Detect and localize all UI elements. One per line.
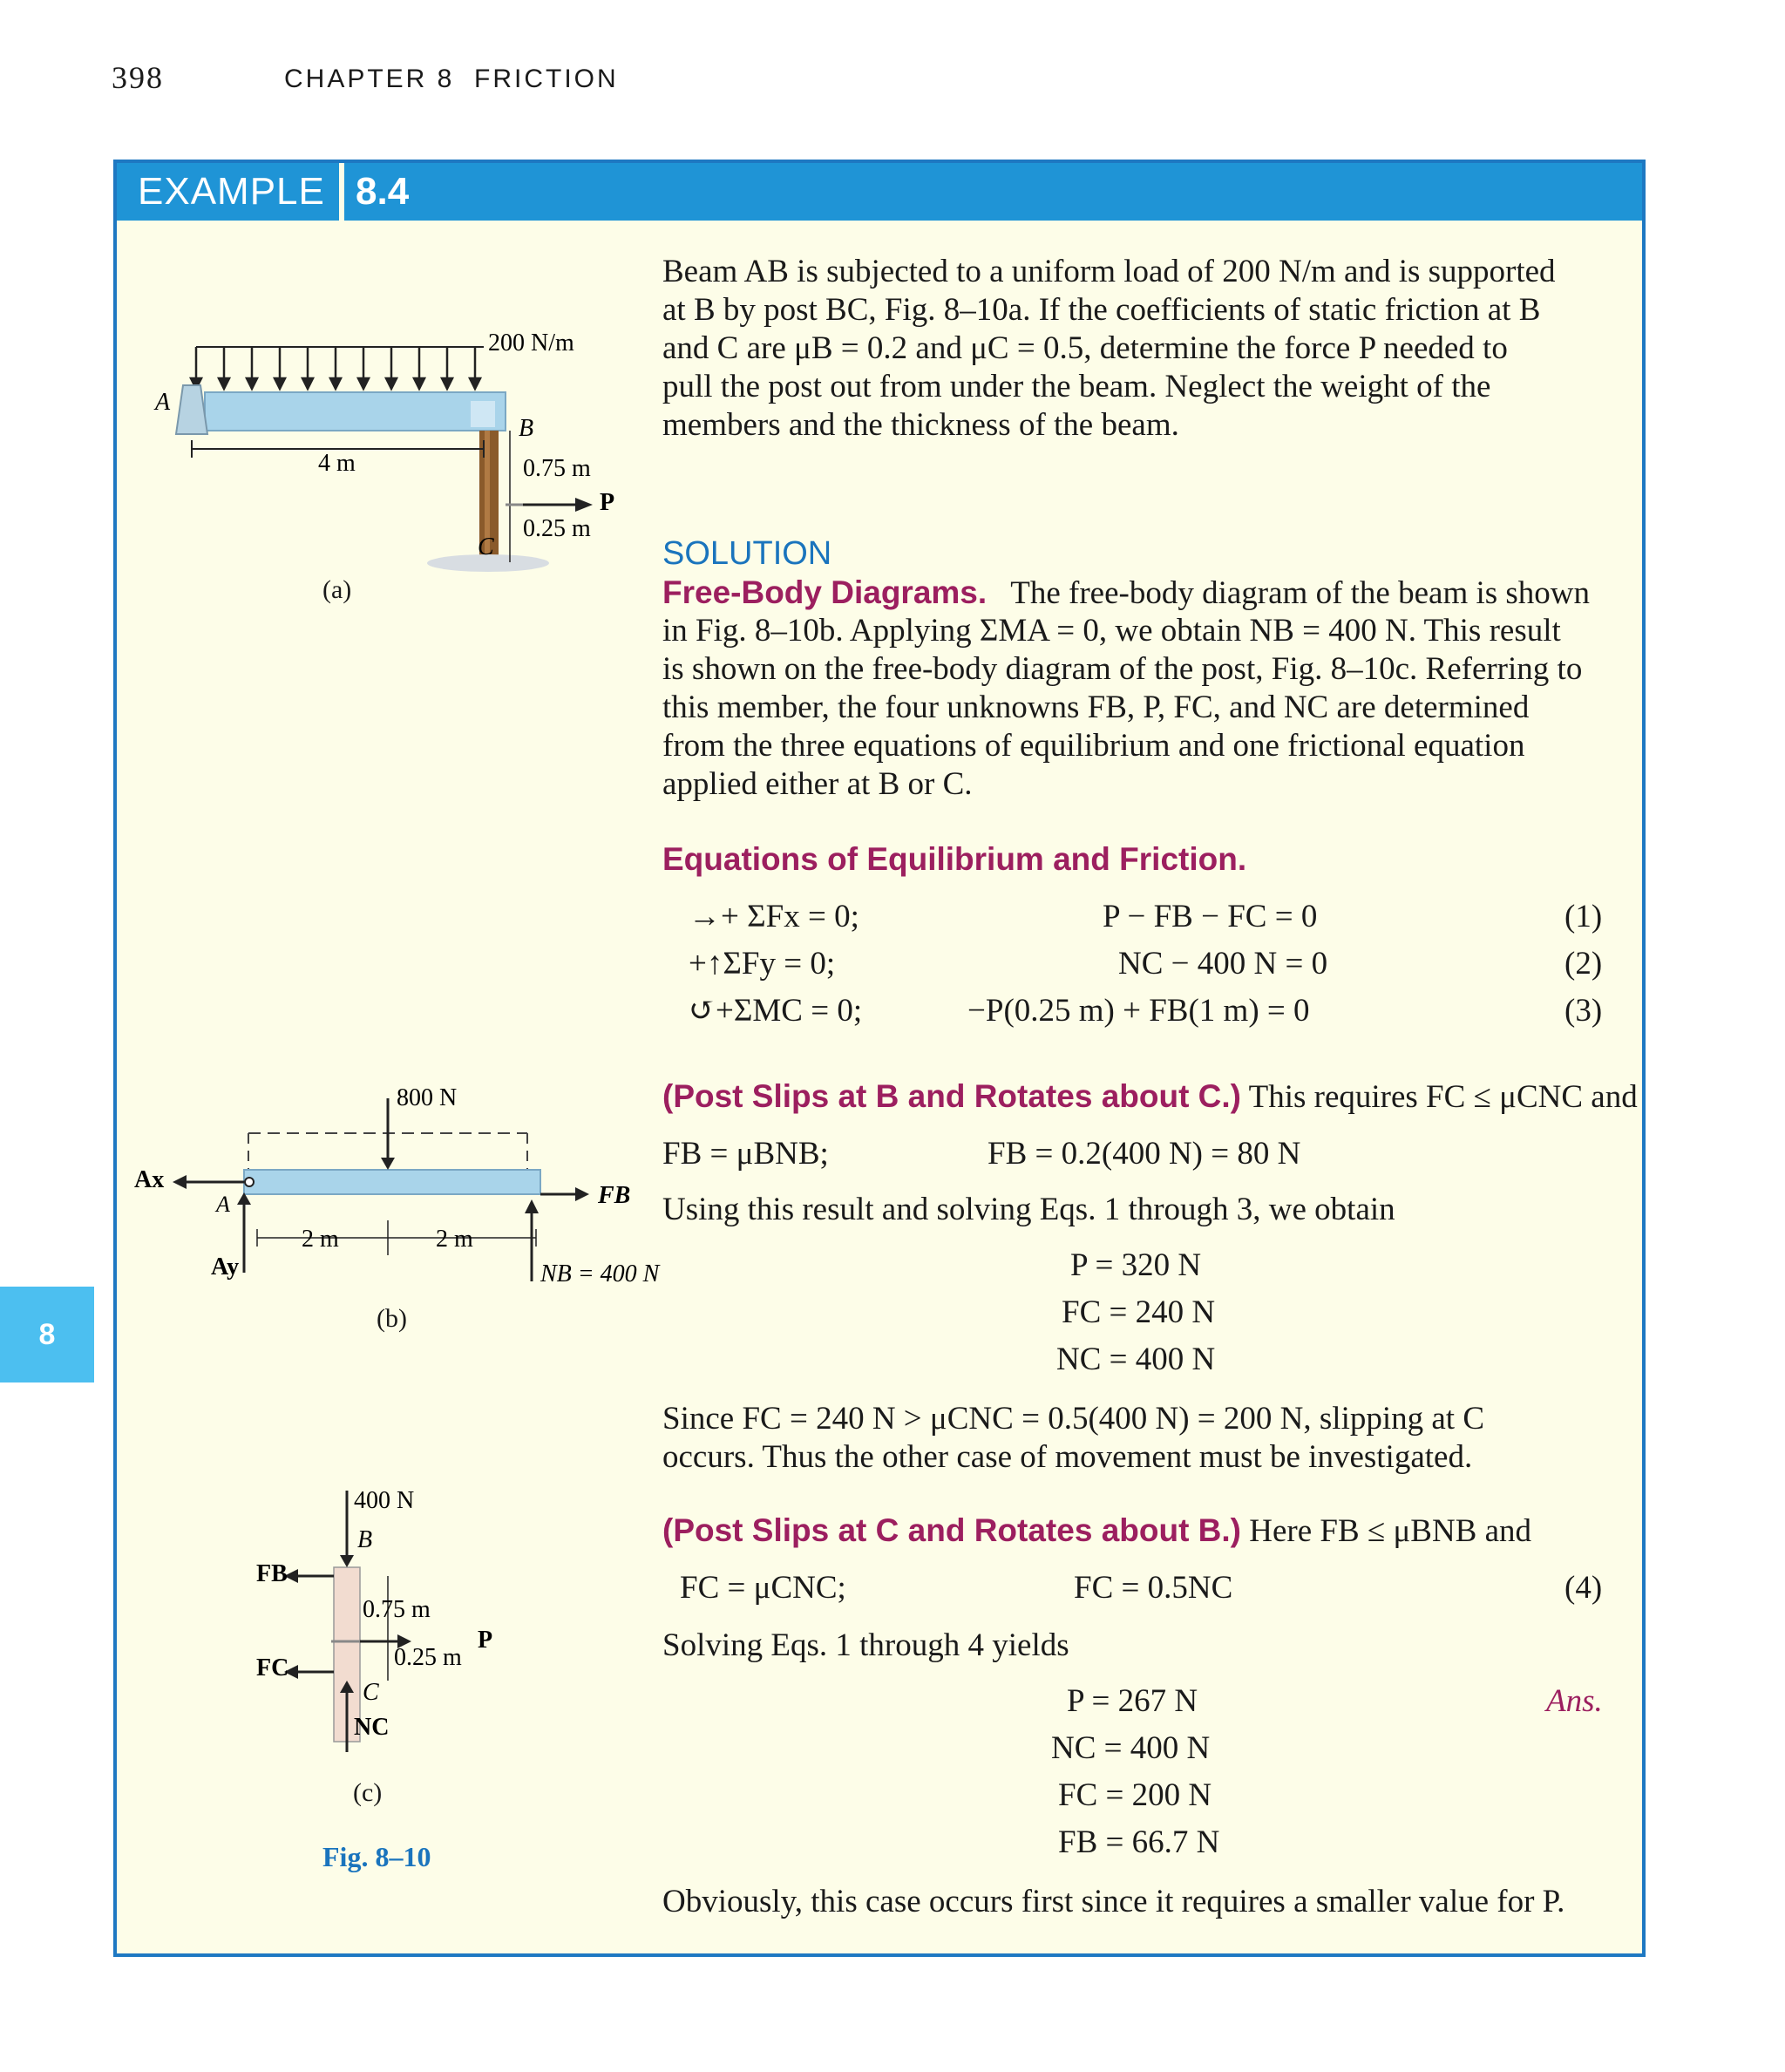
fig-a-len: 4 m <box>318 450 356 477</box>
fig-b-force: 800 N <box>397 1084 458 1111</box>
answer-label: Ans. <box>1546 1683 1603 1719</box>
case1-result-NC: NC = 400 N <box>1056 1342 1216 1377</box>
fig-b-d1: 2 m <box>302 1226 339 1253</box>
conclusion: Obviously, this case occurs first since it requires a smaller value for P. <box>662 1884 1565 1919</box>
fig-a-B: B <box>519 415 534 442</box>
side-tab-number: 8 <box>38 1318 56 1351</box>
fig-b-d2: 2 m <box>436 1226 473 1253</box>
fig-a-load: 200 N/m <box>488 331 574 357</box>
figure-caption: Fig. 8–10 <box>322 1841 431 1872</box>
fig-c-P: P <box>478 1627 493 1654</box>
since-line-1: Since FC = 240 N > μCNC = 0.5(400 N) = 200 N, slipping at C <box>662 1401 1485 1437</box>
solution-heading: SOLUTION <box>662 535 832 572</box>
case1-result-P: P = 320 N <box>1070 1247 1202 1283</box>
problem-line-3: and C are μB = 0.2 and μC = 0.5, determine the force P needed to <box>662 330 1508 366</box>
fbd-line-1: The free-body diagram of the beam is shown <box>1010 575 1591 611</box>
fbd-line-4: this member, the four unknowns FB, P, FC, and NC are determined <box>662 690 1530 725</box>
since-line-2: occurs. Thus the other case of movement must be investigated. <box>662 1439 1473 1475</box>
example-number: 8.4 <box>356 170 410 213</box>
case1-eq-right: FB = 0.2(400 N) = 80 N <box>988 1136 1301 1172</box>
case2-tail: Here FB ≤ μBNB and <box>1249 1513 1532 1549</box>
fig-c-force: 400 N <box>354 1487 415 1514</box>
fig-c-label: (c) <box>353 1778 383 1807</box>
example-label: EXAMPLE <box>138 170 325 213</box>
eq3-right: −P(0.25 m) + FB(1 m) = 0 <box>967 993 1310 1029</box>
case1-tail: This requires FC ≤ μCNC and <box>1248 1079 1638 1115</box>
fig-b-Ax: Ax <box>134 1166 165 1193</box>
fbd-heading: Free-Body Diagrams. <box>662 574 988 610</box>
eq1-right: P − FB − FC = 0 <box>1103 899 1318 934</box>
fig-b-A: A <box>216 1192 230 1217</box>
fig-c-FC: FC <box>256 1654 289 1681</box>
fig-a-h2: 0.25 m <box>523 515 591 542</box>
fig-b-FB: FB <box>598 1182 631 1209</box>
problem-line-4: pull the post out from under the beam. Neglect the weight of the <box>662 369 1491 404</box>
problem-line-5: members and the thickness of the beam. <box>662 407 1179 443</box>
header-separator <box>339 163 344 221</box>
fig-b-Ay: Ay <box>211 1253 240 1281</box>
eq3-number: (3) <box>1564 993 1603 1029</box>
fig-b-label: (b) <box>377 1304 407 1333</box>
eq2-left: +↑ΣFy = 0; <box>689 946 836 982</box>
eq1-number: (1) <box>1564 899 1603 934</box>
figure-c <box>244 1482 523 1761</box>
fbd-line-5: from the three equations of equilibrium and one frictional equation <box>662 728 1525 764</box>
fig-c-B: B <box>357 1526 373 1553</box>
example-header <box>117 163 1642 221</box>
case2-heading: (Post Slips at C and Rotates about B.) <box>662 1512 1241 1548</box>
equations-heading: Equations of Equilibrium and Friction. <box>662 841 1247 877</box>
fig-c-C: C <box>363 1679 379 1706</box>
fig-a-label: (a) <box>322 575 352 604</box>
fig-a-A: A <box>155 389 171 416</box>
problem-line-2: at B by post BC, Fig. 8–10a. If the coefficients of static friction at B <box>662 292 1541 328</box>
case1-eq-left: FB = μBNB; <box>662 1136 829 1172</box>
eq3-left: ↺+ΣMC = 0; <box>689 993 863 1029</box>
fig-b-NB: NB = 400 N <box>540 1260 660 1287</box>
case2-result-P: P = 267 N <box>1067 1683 1198 1719</box>
fig-c-NC: NC <box>354 1714 390 1741</box>
chapter-label: CHAPTER 8 <box>284 65 455 93</box>
eq1-left: →+ ΣFx = 0; <box>689 899 859 934</box>
fig-c-h1: 0.75 m <box>363 1596 431 1623</box>
figure-b <box>131 1072 671 1299</box>
figure-a <box>139 331 645 610</box>
case2-eq-number: (4) <box>1564 1570 1603 1606</box>
problem-line-1: Beam AB is subjected to a uniform load of 200 N/m and is supported <box>662 254 1556 289</box>
chapter-title: FRICTION <box>474 65 619 93</box>
case2-eq-left: FC = μCNC; <box>680 1570 846 1606</box>
page-number: 398 <box>112 60 164 95</box>
case2-result-FC: FC = 200 N <box>1058 1777 1212 1813</box>
fig-a-h1: 0.75 m <box>523 455 591 482</box>
fig-a-P: P <box>600 489 615 516</box>
case1-result-FC: FC = 240 N <box>1062 1294 1216 1330</box>
case2-text: Solving Eqs. 1 through 4 yields <box>662 1627 1069 1663</box>
case1-text: Using this result and solving Eqs. 1 through 3, we obtain <box>662 1192 1395 1227</box>
chapter-side-tab <box>0 1287 94 1382</box>
case2-result-FB: FB = 66.7 N <box>1058 1824 1220 1860</box>
fbd-line-6: applied either at B or C. <box>662 766 973 802</box>
case2-result-NC: NC = 400 N <box>1051 1730 1211 1766</box>
eq2-right: NC − 400 N = 0 <box>1118 946 1328 982</box>
fig-c-FB: FB <box>256 1560 288 1587</box>
fig-a-C: C <box>478 533 494 560</box>
fbd-line-2: in Fig. 8–10b. Applying ΣMA = 0, we obtain NB = 400 N. This result <box>662 613 1561 649</box>
case1-heading: (Post Slips at B and Rotates about C.) <box>662 1078 1241 1114</box>
eq2-number: (2) <box>1564 946 1603 982</box>
fig-c-h2: 0.25 m <box>394 1644 462 1671</box>
fbd-line-3: is shown on the free-body diagram of the post, Fig. 8–10c. Referring to <box>662 651 1583 687</box>
case2-eq-right: FC = 0.5NC <box>1074 1570 1233 1606</box>
